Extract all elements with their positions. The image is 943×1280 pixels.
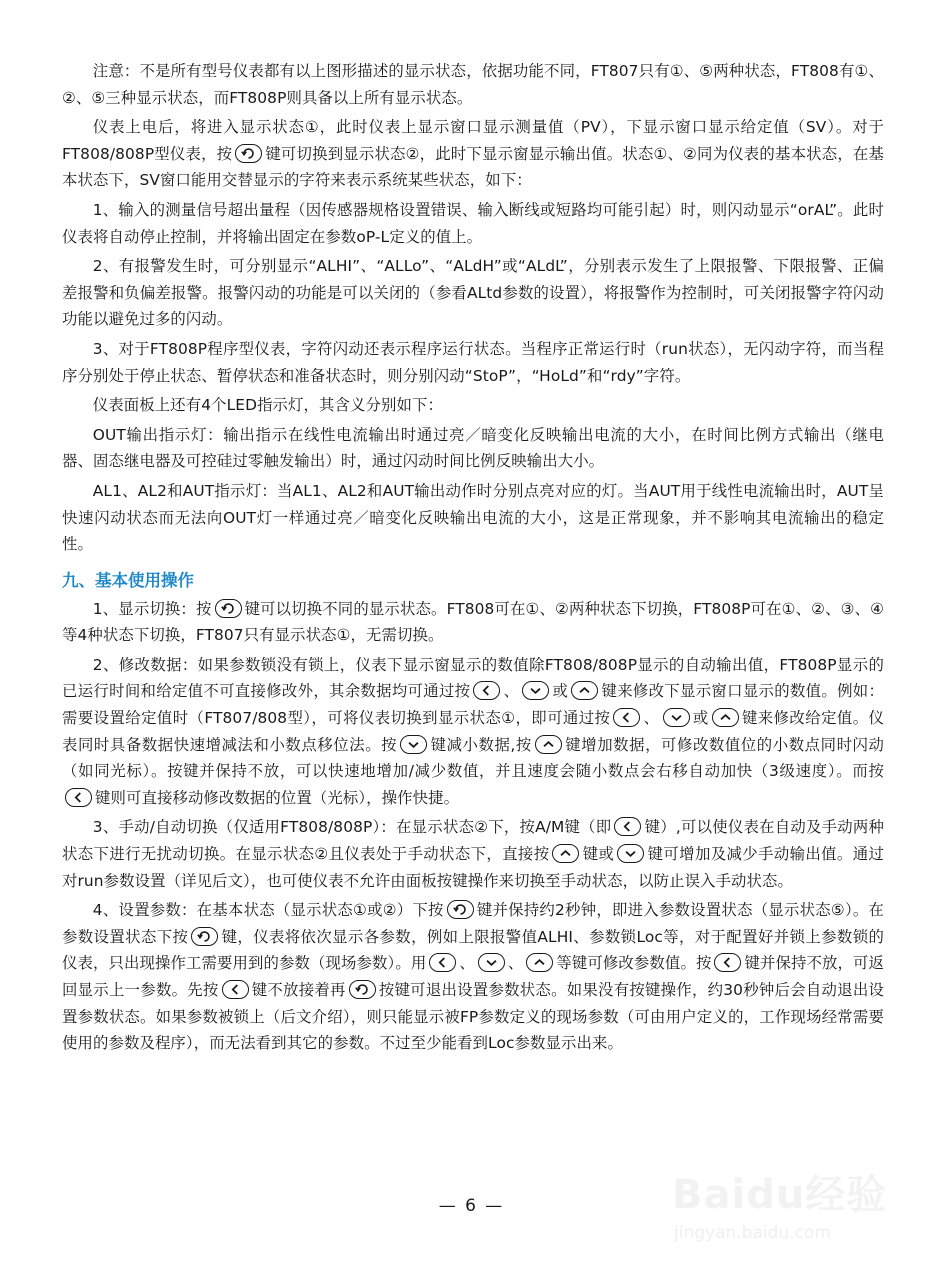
down-key-icon [400,735,427,754]
led-out: OUT输出指示灯：输出指示在线性电流输出时通过亮／暗变化反映输出电流的大小，在时间比例方式输出（继电器、固态继电器及可控硅过零触发输出）时，通过闪动时间比例反映输出大小。 [62,425,884,471]
status-item-2: 2、有报警发生时，可分别显示“ALHI”、“ALLo”、“ALdH”或“ALdL”，分别表示发生了上限报警、下限报警、正偏差报警和负偏差报警。报警闪动的功能是可以关闭的（参看ALtd参数的设置），将报警作为控制时，可关闭报警字符闪动功能以避免过多的闪动。 [62,257,884,329]
left-shift-key-icon [714,953,741,972]
set-cycle-key-icon [215,599,242,618]
left-shift-key-icon [473,681,500,700]
left-shift-key-icon [613,708,640,727]
status-item-3: 3、对于FT808P程序型仪表，字符闪动还表示程序运行状态。当程序正常运行时（run状态），无闪动字符，而当程序分别处于停止状态、暂停状态和准备状态时，则分别闪动“StoP”，“HoLd”和“rdy”字符。 [62,339,884,385]
left-shift-key-icon [429,953,456,972]
op-display-switch: 1、显示切换：按 键可以切换不同的显示状态。FT808可在①、②两种状态下切换，FT808P可在①、②、③、④等4种状态下切换，FT807只有显示状态①，无需切换。 [62,599,885,645]
up-key-icon [552,844,579,863]
led-intro: 仪表面板上还有4个LED指示灯，其含义分别如下： [92,396,443,415]
down-key-icon [663,708,690,727]
left-shift-key-icon [65,788,92,807]
set-cycle-key-icon [235,144,262,163]
op-manual-auto: 3、手动/自动切换（仅适用FT808/808P）：在显示状态②下，按A/M键（即 键）,可以使仪表在自动及手动两种状态下进行无扰动切换。在显示状态②且仪表处于手动状态下，直接按 键或 键可增加及减少手动输出值。通过对run参数设置（详见后文），也可使仪表不允许由面板按键操作来切换至手动状态，以防止误入手动状态。 [62,818,884,890]
note-paragraph: 注意：不是所有型号仪表都有以上图形描述的显示状态，依据功能不同，FT807只有①、⑤两种状态，FT808有①、②、⑤三种显示状态，而FT808P则具备以上所有显示状态。 [62,62,884,107]
down-key-icon [617,844,644,863]
left-shift-key-icon [222,980,249,999]
left-shift-key-icon [614,817,641,836]
op-modify-data: 2、修改数据：如果参数锁没有锁上，仪表下显示窗显示的数值除FT808/808P显示的自动输出值，FT808P显示的已运行时间和给定值不可直接修改外，其余数据均可通过按 、 或 键来修改下显示窗口显示的数值。例如：需要设置给定值时（FT807/808型），可将仪表切换到显示状态①，即可通过按 、 或 键来修改给定值。仪表同时具备数据快速增减法和小数点移位法。按 键减小数据,按 键增加数据，可修改数值位的小数点同时闪动（如同光标）。按键并保持不放，可以快速地增加/减少数值，并且速度会随小数点会右移自动加快（3级速度）。而按 键则可直接移动修改数据的位置（光标），操作快捷。 [62,655,885,807]
down-key-icon [522,681,549,700]
page-number: — 6 — [438,1196,505,1216]
power-on-paragraph: 仪表上电后，将进入显示状态①，此时仪表上显示窗口显示测量值（PV），下显示窗口显示给定值（SV）。对于FT808/808P型仪表，按 键可切换到显示状态②，此时下显示窗显示输出值。状态①、②同为仪表的基本状态，在基本状态下，SV窗口能用交替显示的字符来表示系统某些状态，如下： [62,118,884,190]
up-key-icon [535,735,562,754]
up-key-icon [712,708,739,727]
section-heading: 九、基本使用操作 [62,570,194,590]
watermark [672,1163,912,1263]
watermark-url: jingyan.baidu.com [674,1223,831,1243]
document-page [62,58,884,1060]
op-set-params: 4、设置参数：在基本状态（显示状态①或②）下按 键并保持约2秒钟，即进入参数设置状态（显示状态⑤）。在参数设置状态下按 键，仪表将依次显示各参数，例如上限报警值ALHI、参数锁Loc等，对于配置好并锁上参数锁的仪表，只出现操作工需要用到的参数（现场参数）。用 、 、 等键可修改参数值。按 键并保持不放，可返回显示上一参数。先按 键不放接着再 按键可退出设置参数状态。如果没有按键操作，约30秒钟后会自动退出设置参数状态。如果参数被锁上（后文介绍），则只能显示被FP参数定义的现场参数（可由用户定义的，工作现场经常需要使用的参数及程序），而无法看到其它的参数。不过至少能看到Loc参数显示出来。 [62,901,885,1053]
up-key-icon [526,953,553,972]
led-al-aut: AL1、AL2和AUT指示灯：当AL1、AL2和AUT输出动作时分别点亮对应的灯。当AUT用于线性电流输出时，AUT呈快速闪动状态而无法向OUT灯一样通过亮／暗变化反映输出电流的大小，这是正常现象，并不影响其电流输出的稳定性。 [62,481,884,554]
up-key-icon [571,681,598,700]
watermark-logo: Baidu经验 [672,1172,888,1218]
set-cycle-key-icon [349,980,376,999]
set-cycle-key-icon [447,900,474,919]
down-key-icon [478,953,505,972]
set-cycle-key-icon [191,927,218,946]
status-item-1: 1、输入的测量信号超出量程（因传感器规格设置错误、输入断线或短路均可能引起）时，则闪动显示“orAL”。此时仪表将自动停止控制，并将输出固定在参数oP-L定义的值上。 [62,200,884,246]
